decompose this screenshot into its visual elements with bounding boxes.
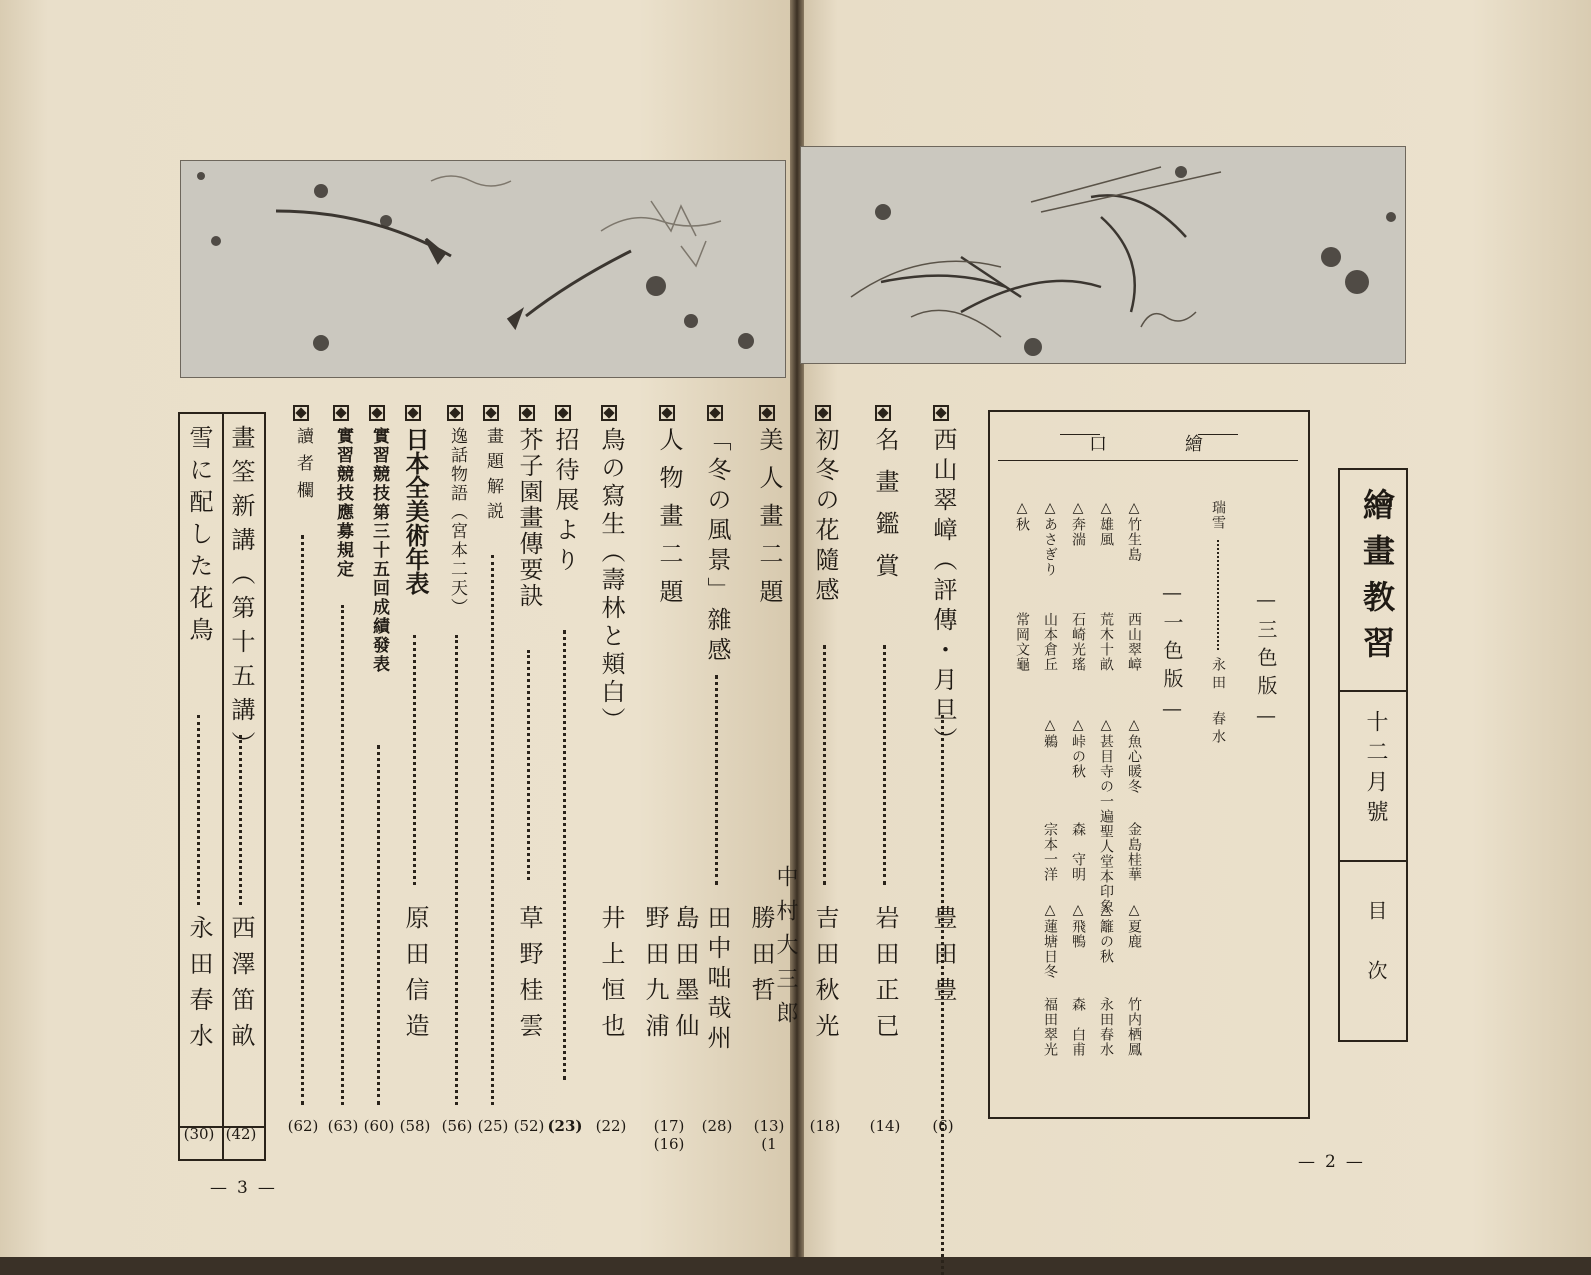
diamond-icon bbox=[447, 405, 463, 421]
leader-dots bbox=[715, 675, 718, 885]
one-color-artist: 西山翠嶂 bbox=[1126, 612, 1142, 672]
contents-entry[interactable] bbox=[398, 405, 432, 1145]
right-page-number: — 2 — bbox=[1288, 1152, 1373, 1172]
diamond-icon bbox=[707, 405, 723, 421]
contents-entry[interactable] bbox=[512, 405, 546, 1145]
page-number: (62) bbox=[287, 1117, 319, 1135]
entry-title: 人物畫二題 bbox=[655, 427, 683, 617]
entry-author: 豊田豊 bbox=[929, 905, 957, 1013]
diamond-icon bbox=[555, 405, 571, 421]
diamond-icon bbox=[405, 405, 421, 421]
entry-title: 西山翠嶂（評傳・月旦） bbox=[929, 427, 957, 757]
diamond-icon bbox=[659, 405, 675, 421]
issue-label: 十二月號 bbox=[1363, 710, 1388, 830]
diamond-icon bbox=[519, 405, 535, 421]
page-number: (22) bbox=[595, 1117, 627, 1135]
page-number: (28) bbox=[701, 1117, 733, 1135]
three-color-label: —三色版— bbox=[1254, 587, 1278, 735]
page-number: (58) bbox=[399, 1117, 431, 1135]
contents-entry[interactable] bbox=[182, 425, 216, 1165]
contents-entry[interactable] bbox=[641, 405, 699, 1153]
leader-dots bbox=[823, 645, 826, 885]
one-color-item: △秋 bbox=[1014, 500, 1030, 532]
entry-title: 初冬の花隨感 bbox=[811, 427, 839, 607]
one-color-item: △あさぎり bbox=[1042, 500, 1058, 577]
entry-title: 鳥の寫生（壽林と頬白） bbox=[597, 427, 625, 735]
one-color-item: △籬の秋 bbox=[1098, 902, 1114, 964]
one-color-item: △蓮塘日冬 bbox=[1042, 902, 1058, 979]
page-number: (25) bbox=[477, 1117, 509, 1135]
diamond-icon bbox=[293, 405, 309, 421]
leader-dots bbox=[527, 650, 530, 880]
diamond-icon bbox=[875, 405, 891, 421]
leader-dots bbox=[377, 745, 380, 1105]
page-number: (52) bbox=[513, 1117, 545, 1135]
left-page-number: — 3 — bbox=[200, 1178, 285, 1198]
contents-entry[interactable] bbox=[594, 405, 628, 1145]
three-color-item-artist: 永田 春水 bbox=[1210, 657, 1226, 747]
one-color-artist: 森 守明 bbox=[1070, 822, 1086, 882]
entry-author: 島田墨仙 bbox=[671, 905, 699, 1049]
entry-author-2: 勝田哲 bbox=[747, 905, 775, 1013]
page-number: (56) bbox=[441, 1117, 473, 1135]
one-color-artist: 金島桂華 bbox=[1126, 822, 1142, 882]
contents-entry[interactable] bbox=[476, 405, 510, 1145]
diamond-icon bbox=[369, 405, 385, 421]
leader-dots bbox=[883, 645, 886, 885]
contents-entry[interactable] bbox=[326, 405, 360, 1145]
entry-title: 「冬の風景」雜感 bbox=[703, 427, 731, 667]
frontispiece-heading: 口 繪 bbox=[1089, 434, 1209, 455]
one-color-artist: 森 白甫 bbox=[1070, 997, 1086, 1057]
one-color-item: △魚心暖冬 bbox=[1126, 717, 1142, 794]
diamond-icon bbox=[933, 405, 949, 421]
page-number: (60) bbox=[363, 1117, 395, 1135]
leader-dots bbox=[341, 605, 344, 1105]
one-color-artist: 石崎光瑤 bbox=[1070, 612, 1086, 672]
entry-title: 招待展より bbox=[551, 427, 579, 577]
diamond-icon bbox=[601, 405, 617, 421]
entry-title: 實習競技第三十五回成績發表 bbox=[369, 427, 389, 674]
contents-entry[interactable] bbox=[224, 425, 258, 1165]
frontispiece-box bbox=[988, 410, 1310, 1119]
entry-title: 名畫鑑賞 bbox=[871, 427, 899, 595]
entry-author: 草野桂雲 bbox=[515, 905, 543, 1049]
shrimp-illustration bbox=[800, 146, 1406, 364]
diamond-icon bbox=[759, 405, 775, 421]
entry-title: 讀者欄 bbox=[293, 427, 313, 508]
page-number: (17)(16) bbox=[653, 1117, 685, 1153]
leader-dots bbox=[239, 735, 242, 905]
one-color-artist: 福田翠光 bbox=[1042, 997, 1058, 1057]
fish-illustration bbox=[180, 160, 786, 378]
one-color-item: △奔湍 bbox=[1070, 500, 1086, 547]
contents-entry[interactable] bbox=[362, 405, 396, 1145]
contents-entry[interactable] bbox=[747, 405, 798, 1153]
one-color-item: △竹生島 bbox=[1126, 500, 1142, 562]
entry-title: 實習競技應募規定 bbox=[333, 427, 353, 579]
entry-author: 西澤笛畝 bbox=[227, 915, 255, 1059]
entry-author: 中村大三郎 bbox=[773, 865, 798, 1035]
contents-label: 目次 bbox=[1364, 900, 1388, 1020]
diamond-icon bbox=[333, 405, 349, 421]
entry-author: 井上恒也 bbox=[597, 905, 625, 1049]
entry-author: 岩田正已 bbox=[871, 905, 899, 1049]
page-number: (13)(1 bbox=[753, 1117, 785, 1153]
entry-title: 日本全美術年表 bbox=[401, 427, 430, 595]
page-number: (18) bbox=[809, 1117, 841, 1135]
one-color-item: △雄風 bbox=[1098, 500, 1114, 547]
contents-entry[interactable] bbox=[548, 405, 582, 1145]
contents-entry[interactable] bbox=[808, 405, 842, 1145]
one-color-artist: 荒木十畝 bbox=[1098, 612, 1114, 672]
entry-title: 畫題解説 bbox=[483, 427, 503, 527]
entry-author-2: 野田九浦 bbox=[641, 905, 669, 1049]
three-color-item-title: 瑞雪 bbox=[1210, 500, 1226, 530]
leader-dots bbox=[301, 535, 304, 1105]
page-number: (30) bbox=[183, 1125, 215, 1143]
diamond-icon bbox=[483, 405, 499, 421]
page-number: (14) bbox=[869, 1117, 901, 1135]
contents-entry[interactable] bbox=[440, 405, 474, 1145]
contents-entry[interactable] bbox=[868, 405, 902, 1145]
one-color-item: △鵜 bbox=[1042, 717, 1058, 749]
page-number: (63) bbox=[327, 1117, 359, 1135]
entry-title: 美人畫二題 bbox=[755, 427, 783, 617]
leader-dots bbox=[413, 635, 416, 885]
entry-author: 吉田秋光 bbox=[811, 905, 839, 1049]
entry-author: 永田春水 bbox=[185, 915, 213, 1059]
contents-entry[interactable] bbox=[926, 405, 960, 1145]
leader-dots bbox=[563, 630, 566, 1080]
contents-entry[interactable] bbox=[700, 405, 734, 1145]
one-color-artist: 宗本一洋 bbox=[1042, 822, 1058, 882]
page-number: (23) bbox=[547, 1117, 583, 1135]
page-number: (6) bbox=[932, 1117, 954, 1135]
one-color-artist: 永田春水 bbox=[1098, 997, 1114, 1057]
one-color-label: —一色版— bbox=[1160, 580, 1184, 728]
contents-entry[interactable] bbox=[286, 405, 320, 1145]
page-number: (42) bbox=[225, 1125, 257, 1143]
leader-dots bbox=[197, 715, 200, 905]
entry-author: 原田信造 bbox=[401, 905, 429, 1049]
masthead-box bbox=[1338, 468, 1408, 1042]
one-color-item: △甚目寺の一遍聖人堂本印象 bbox=[1098, 717, 1114, 914]
one-color-item: △飛鴨 bbox=[1070, 902, 1086, 949]
leader-dots bbox=[455, 635, 458, 1105]
magazine-title: 繪畫教習 bbox=[1358, 488, 1396, 672]
entry-author: 田中咄哉州 bbox=[703, 905, 731, 1055]
entry-title: 雪に配した花鳥 bbox=[185, 425, 213, 649]
three-color-dots bbox=[1217, 540, 1219, 650]
one-color-item: △夏鹿 bbox=[1126, 902, 1142, 949]
diamond-icon bbox=[815, 405, 831, 421]
entry-title: 逸話物語（宮本二天） bbox=[447, 427, 467, 617]
entry-title: 芥子園畫傳要訣 bbox=[515, 427, 543, 609]
one-color-artist: 常岡文龜 bbox=[1014, 612, 1030, 672]
leader-dots bbox=[491, 555, 494, 1105]
one-color-artist: 山本倉丘 bbox=[1042, 612, 1058, 672]
one-color-item: △峠の秋 bbox=[1070, 717, 1086, 779]
one-color-artist: 竹内栖鳳 bbox=[1126, 997, 1142, 1057]
entry-title: 畫筌新講（第十五講） bbox=[227, 425, 255, 765]
